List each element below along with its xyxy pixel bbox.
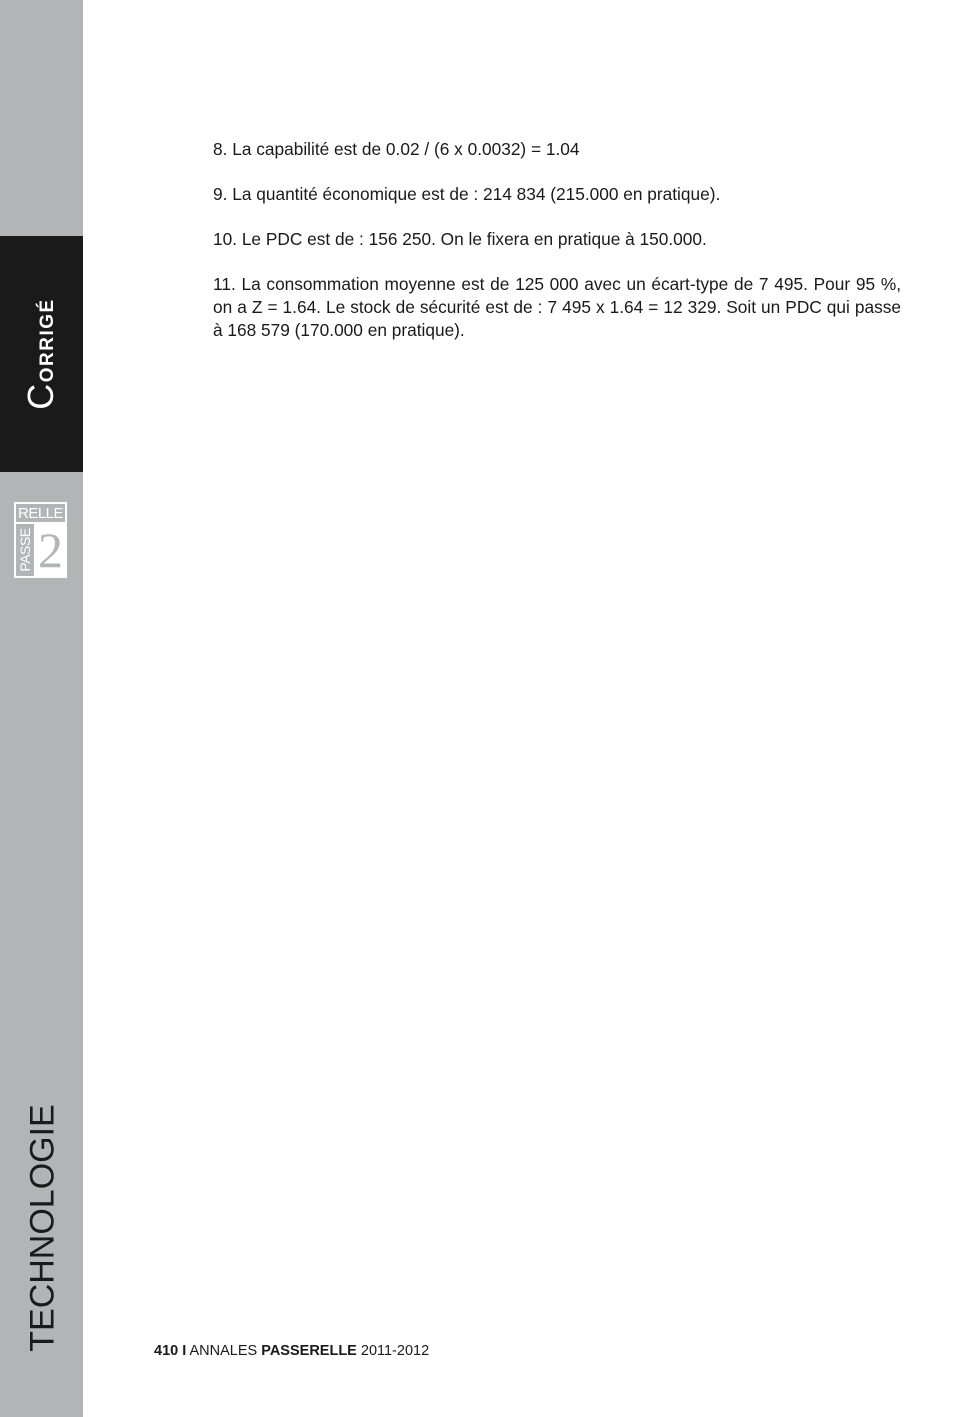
sidebar xyxy=(0,0,83,1417)
answer-item: 10. Le PDC est de : 156 250. On le fixera en pratique à 150.000. xyxy=(213,229,707,249)
passerelle-logo xyxy=(14,502,67,578)
answer-item: 11. La consommation moyenne est de 125 000 avec un écart-type de 7 495. Pour 95 %, on a Z = 1.64. Le stock de sécurité est de : 7 495 x 1.64 = 12 329. Soit un PDC qui passe à 168 579 (170.000 en pratique). xyxy=(213,274,901,340)
section-label-initial: C xyxy=(20,382,61,410)
page-footer xyxy=(154,1343,429,1359)
footer-separator: I xyxy=(182,1343,187,1359)
logo-side-text: PASSE xyxy=(17,528,33,572)
subject-label: TECHNOLOGIE xyxy=(23,1104,62,1352)
footer-annales: ANNALES xyxy=(189,1343,258,1359)
footer-years: 2011-2012 xyxy=(360,1343,430,1359)
footer-brand: PASSERELLE xyxy=(261,1343,357,1359)
answer-item: 8. La capabilité est de 0.02 / (6 x 0.0032) = 1.04 xyxy=(213,139,580,159)
logo-top-text: RELLE xyxy=(17,505,64,522)
answer-item: 9. La quantité économique est de : 214 834 (215.000 en pratique). xyxy=(213,184,721,204)
answers-content xyxy=(213,138,901,364)
section-label-rest: orrigé xyxy=(29,298,59,383)
logo-number: 2 xyxy=(38,522,63,578)
section-label xyxy=(20,298,62,409)
logo-side xyxy=(16,524,36,576)
page-number: 410 xyxy=(154,1343,179,1359)
